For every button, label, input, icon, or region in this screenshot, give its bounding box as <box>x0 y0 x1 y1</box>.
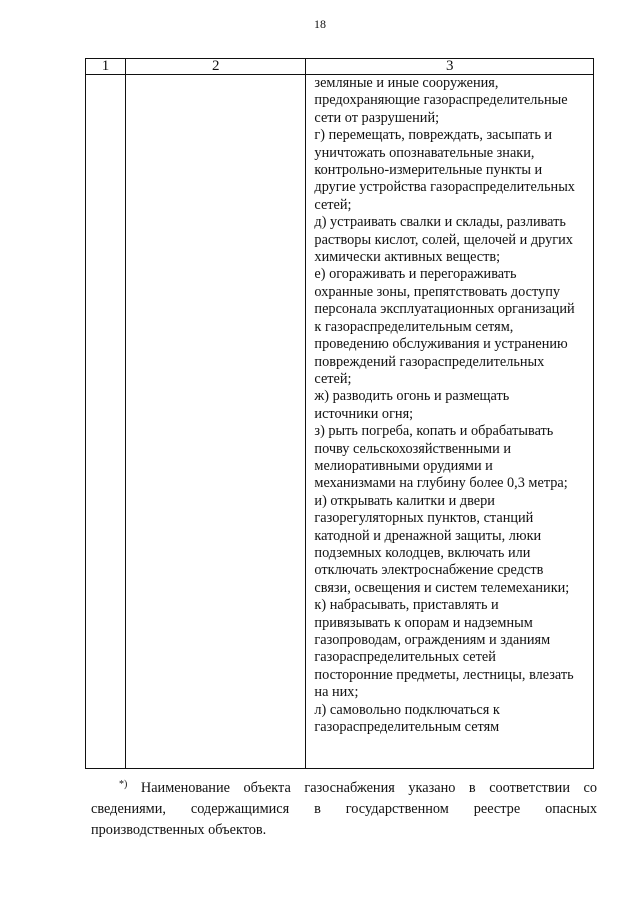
text-line: механизмами на глубину более 0,3 метра; <box>314 475 568 492</box>
text-line: персонала эксплуатационных организаций <box>314 301 575 318</box>
text-line: предохраняющие газораспределительные <box>314 92 568 109</box>
text-line: почву сельскохозяйственными и <box>314 440 511 457</box>
page-number: 18 <box>314 17 326 31</box>
text-line: сетей; <box>314 370 352 387</box>
text-line: е) огораживать и перегораживать <box>314 266 517 283</box>
text-line: к) набрасывать, приставлять и <box>314 597 499 614</box>
text-line: другие устройства газораспределительных <box>314 179 575 196</box>
column-header-3: 3 <box>306 59 594 75</box>
text-line: привязывать к опорам и надземным <box>314 614 533 631</box>
text-line: газораспределительным сетям <box>314 719 500 736</box>
text-line: земляные и иные сооружения, <box>314 75 499 91</box>
requirements-table <box>85 58 594 769</box>
text-line: подземных колодцев, включать или <box>314 544 531 561</box>
text-line: источники огня; <box>314 405 414 422</box>
text-line: газораспределительных сетей <box>314 649 496 666</box>
text-line: д) устраивать свалки и склады, разливать <box>314 214 566 231</box>
text-line: связи, освещения и систем телемеханики; <box>314 579 570 596</box>
text-line: мелиоративными орудиями и <box>314 457 493 474</box>
footnote-last-line: производственных объектов. <box>91 822 267 838</box>
text-line: растворы кислот, солей, щелочей и других <box>314 231 573 248</box>
text-line: посторонние предметы, лестницы, влезать <box>314 666 574 683</box>
text-line: сетей; <box>314 196 352 213</box>
text-line: и) открывать калитки и двери <box>314 492 495 509</box>
footnote-text: Наименование объекта газоснабжения указано в соответствии со сведениями, содержащимися в государственном реестре опасных <box>91 780 598 817</box>
text-line: з) рыть погреба, копать и обрабатывать <box>314 423 554 440</box>
text-line: проведению обслуживания и устранению <box>314 336 568 353</box>
text-line: ж) разводить огонь и размещать <box>314 388 510 405</box>
text-line: г) перемещать, повреждать, засыпать и <box>314 127 553 144</box>
table-row <box>86 75 594 769</box>
table-header-row <box>86 59 594 75</box>
text-line: охранные зоны, препятствовать доступу <box>314 283 561 300</box>
footnote <box>91 774 597 841</box>
text-line: контрольно-измерительные пункты и <box>314 162 543 179</box>
table-cell-col2 <box>126 75 306 769</box>
table-cell-col3 <box>306 75 594 769</box>
text-line: повреждений газораспределительных <box>314 353 545 370</box>
text-line: газорегуляторных пунктов, станций <box>314 510 534 527</box>
footnote-marker: *) <box>119 779 128 790</box>
restrictions-text <box>306 75 593 736</box>
text-line: к газораспределительным сетям, <box>314 318 514 335</box>
footnote-first-line <box>91 774 597 820</box>
text-line: отключать электроснабжение средств <box>314 562 544 579</box>
text-line: газопроводам, ограждениям и зданиям <box>314 632 551 648</box>
table-cell-col1 <box>86 75 126 769</box>
text-line: химически активных веществ; <box>314 249 501 266</box>
column-header-2: 2 <box>126 59 306 75</box>
text-line: на них; <box>314 684 359 701</box>
column-header-1: 1 <box>86 59 126 75</box>
text-line: катодной и дренажной защиты, люки <box>314 527 542 544</box>
text-line: л) самовольно подключаться к <box>314 701 500 718</box>
text-line: сети от разрушений; <box>314 109 440 126</box>
text-line: уничтожать опознавательные знаки, <box>314 144 535 161</box>
